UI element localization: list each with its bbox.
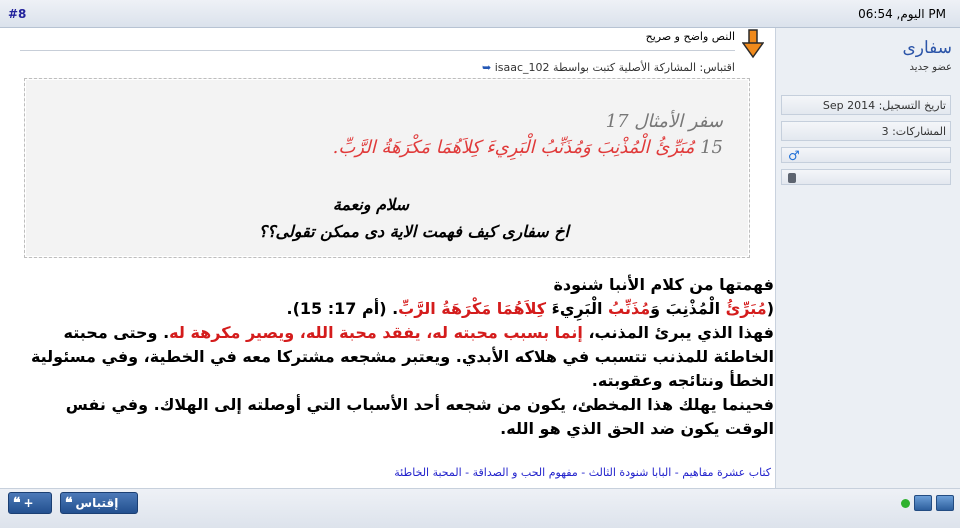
verse-word-3: مُذَنِّبُ [608,299,651,318]
quote-line-verse [333,137,723,158]
plus-icon: + [23,496,34,510]
gender-block [781,147,951,163]
thumbs-down-icon[interactable] [936,495,954,511]
quote-button[interactable] [60,492,138,514]
misc-block [781,169,951,185]
body-paragraph-3 [20,321,774,393]
quote-header-text: اقتباس: المشاركة الأصلية كتبت بواسطة isaac_102 [494,61,735,74]
link-separator: - [671,466,683,479]
verse-reference: . (أم 17: 15). [286,299,399,318]
post-body [20,273,774,441]
quote-mark-icon: ❝ [13,495,21,511]
post-title-bar [0,28,775,54]
link-book[interactable]: كتاب عشرة مفاهيم [682,466,771,479]
body-paragraph-2 [20,297,774,321]
view-post-arrow-icon[interactable]: ➥ [482,61,492,74]
verse-word-2: الْمُذْنِبَ وَ [650,299,726,318]
title-divider [20,50,735,51]
link-author[interactable]: البابا شنودة الثالث [588,466,672,479]
body-p3-start: فهذا الذي يبرئ المذنب، [582,323,774,342]
quote-line-question: اخ سفارى كيف فهمت الاية دى ممكن تقولى؟؟ [258,222,569,241]
user-title: عضو جديد [909,62,952,73]
related-links [394,466,771,479]
post-date: اليوم, 06:54 PM [858,7,946,21]
post-footer [0,488,960,528]
quote-box [24,78,750,258]
link-separator: - [461,466,473,479]
post-title: النص واضح و صريح [645,30,735,43]
link-subtopic[interactable]: المحبة الخاطئة [394,466,462,479]
online-status-icon [901,499,910,508]
body-paragraph-4: فحينما يهلك هذا المخطئ، يكون من شجعه أحد الأسباب التي أوصلته إلى الهلاك. وفي نفس الوقت يكون ضد الحق الذي هو الله. [65,395,774,438]
post-number-link[interactable]: #8 [8,7,27,21]
quote-line-greeting: سلام ونعمة [332,195,409,214]
link-separator: - [577,466,589,479]
post-content [0,28,775,488]
quote-verse-number: 15 [700,137,723,158]
join-date: تاريخ التسجيل: Sep 2014 [781,95,951,115]
post-header [0,0,960,28]
body-paragraph-1: فهمتها من كلام الأنبا شنودة [553,275,774,294]
misc-icon [788,173,796,183]
username[interactable]: سفارى [902,38,952,58]
quote-line-reference: سفر الأمثال 17 [605,111,723,132]
post-count: المشاركات: 3 [781,121,951,141]
body-p3-highlight: إنما بسبب محبته له، يفقد محبة الله، ويصير مكرهة له [169,323,583,342]
quote-verse-text: مُبَرِّئُ الْمُذْنِبَ وَمُذَنِّبُ الْبَرِيءَ كِلاَهُمَا مَكْرَهَةُ الرَّبِّ. [332,137,695,158]
user-info-panel [775,28,960,488]
thumbs-up-icon[interactable] [914,495,932,511]
down-arrow-icon [742,29,764,59]
quote-header [482,61,735,74]
verse-word-1: مُبَرِّئُ [725,299,767,318]
body-p3-end: . وحتى محبته الخاطئة للمذنب تتسبب في هلاكه الأبدي. ويعتبر مشجعه مشتركا معه في الخطية، وفي مسئولية الخطأ ونتائجه وعقوبته. [30,323,774,390]
male-icon: ♂ [788,149,800,164]
verse-word-4: الْبَرِيءَ [546,299,609,318]
multi-quote-button[interactable] [8,492,52,514]
verse-open-paren: ( [766,299,774,318]
link-topic[interactable]: مفهوم الحب و الصداقة [472,466,578,479]
verse-word-5: كِلاَهُمَا مَكْرَهَةُ الرَّبِّ [398,299,547,318]
quote-button-label: إقتباس [75,496,119,510]
footer-icons [897,495,954,511]
quote-mark-icon: ❝ [65,495,73,511]
